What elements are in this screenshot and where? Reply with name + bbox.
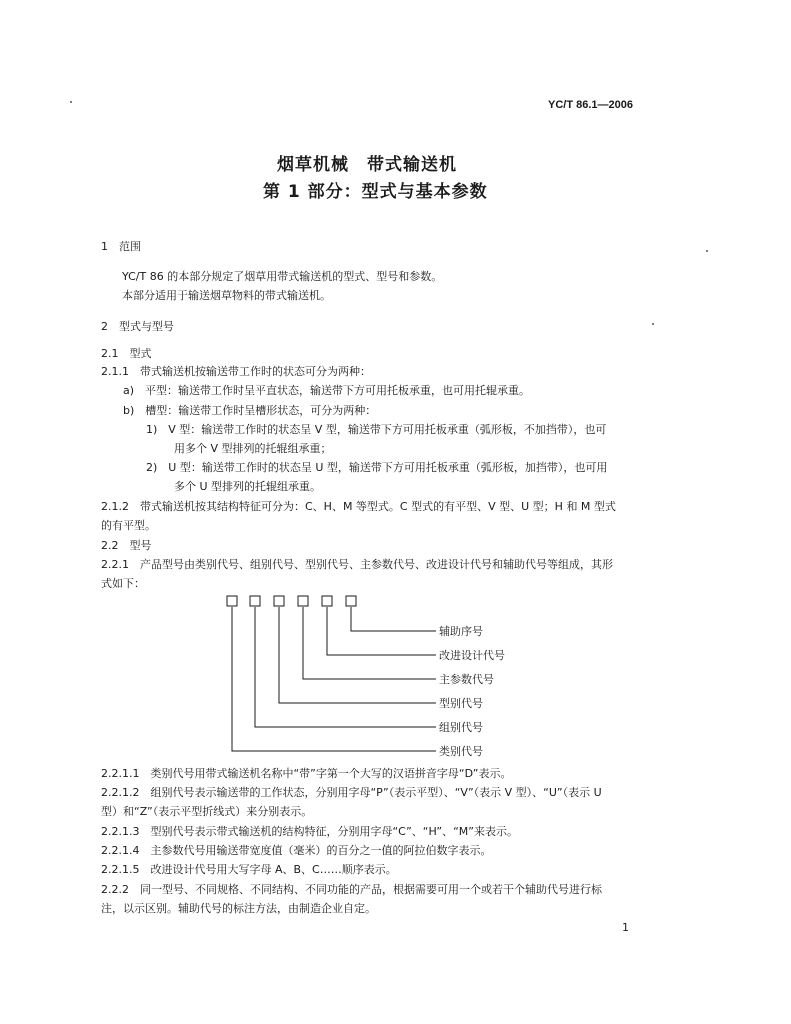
- clause-2-1-1-a: a) 平型：输送带工作时呈平直状态，输送带下方可用托板承重，也可用托辊承重。: [123, 384, 531, 397]
- label-type-code: 型别代号: [439, 697, 483, 710]
- leader-line-aux: [351, 607, 436, 631]
- clause-2-2-1-4: 2.2.1.4 主参数代号用输送带宽度值（毫米）的百分之一值的阿拉伯数字表示。: [101, 844, 492, 857]
- title-line-2: 第 1 部分：型式与基本参数: [263, 182, 488, 202]
- clause-2-1-1-b: b) 槽型：输送带工作时呈槽形状态，可分为两种：: [123, 404, 377, 417]
- code-box-2: [250, 596, 260, 606]
- clause-2-2-1-line-2: 式如下：: [101, 577, 145, 590]
- clause-2-2-1-line-1: 2.2.1 产品型号由类别代号、组别代号、型别代号、主参数代号、改进设计代号和辅助代号等组成，其形: [101, 558, 613, 571]
- clause-2-1-1-b-2-line-1: 2) U 型：输送带工作时的状态呈 U 型，输送带下方可用托板承重（弧形板，加挡带），也可用: [146, 461, 608, 474]
- clause-2-2-1-3: 2.2.1.3 型别代号表示带式输送机的结构特征，分别用字母“C”、“H”、“M”来表示。: [101, 825, 518, 838]
- label-main-param-code: 主参数代号: [439, 673, 494, 686]
- label-aux-code: 辅助序号: [439, 625, 483, 638]
- code-box-1: [227, 596, 237, 606]
- clause-2-2-2-line-1: 2.2.2 同一型号、不同规格、不同结构、不同功能的产品，根据需要可用一个或若干个辅助代号进行标: [101, 883, 602, 896]
- code-box-6: [346, 596, 356, 606]
- code-box-3: [274, 596, 284, 606]
- code-box-5: [322, 596, 332, 606]
- leader-line-group: [255, 607, 436, 727]
- section-1-heading: 1 范围: [101, 240, 141, 253]
- section-2-2-heading: 2.2 型号: [101, 539, 152, 552]
- clause-2-2-1-1: 2.2.1.1 类别代号用带式输送机名称中“带”字第一个大写的汉语拼音字母“D”表示。: [101, 767, 512, 780]
- leader-line-main-param: [303, 607, 436, 679]
- page-number: 1: [622, 921, 629, 934]
- title-line-1: 烟草机械 带式输送机: [277, 155, 457, 175]
- standard-number: YC/T 86.1—2006: [548, 99, 633, 111]
- section-2-heading: 2 型式与型号: [101, 320, 174, 333]
- clause-2-1-1-b-2-line-2: 多个 U 型排列的托辊组承重。: [174, 480, 322, 493]
- label-group-code: 组别代号: [439, 721, 483, 734]
- clause-2-2-2-line-2: 注，以示区别。辅助代号的标注方法，由制造企业自定。: [101, 902, 376, 915]
- clause-2-2-1-2-line-1: 2.2.1.2 组别代号表示输送带的工作状态，分别用字母“P”（表示平型）、“V”（表示 V 型）、“U”（表示 U: [101, 786, 602, 799]
- code-box-4: [298, 596, 308, 606]
- clause-2-1-1-b-1-line-1: 1) V 型：输送带工作时的状态呈 V 型，输送带下方可用托板承重（弧形板，不加挡带），也可: [146, 423, 607, 436]
- label-category-code: 类别代号: [439, 745, 483, 758]
- section-1-para-2: 本部分适用于输送烟草物料的带式输送机。: [122, 289, 331, 302]
- clause-2-1-1-b-1-line-2: 用多个 V 型排列的托辊组承重；: [174, 442, 332, 455]
- clause-2-1-1: 2.1.1 带式输送机按输送带工作时的状态可分为两种：: [101, 365, 371, 378]
- section-2-1-heading: 2.1 型式: [101, 347, 152, 360]
- section-1-para-1: YC/T 86 的本部分规定了烟草用带式输送机的型式、型号和参数。: [122, 270, 443, 283]
- clause-2-1-2-line-1: 2.1.2 带式输送机按其结构特征可分为：C、H、M 等型式。C 型式的有平型、V 型、U 型；H 和 M 型式: [101, 500, 616, 513]
- label-improve-code: 改进设计代号: [439, 649, 505, 662]
- clause-2-2-1-2-line-2: 型）和“Z”（表示平型折线式）来分别表示。: [101, 805, 313, 818]
- clause-2-2-1-5: 2.2.1.5 改进设计代号用大写字母 A、B、C……顺序表示。: [101, 863, 397, 876]
- clause-2-1-2-line-2: 的有平型。: [101, 519, 156, 532]
